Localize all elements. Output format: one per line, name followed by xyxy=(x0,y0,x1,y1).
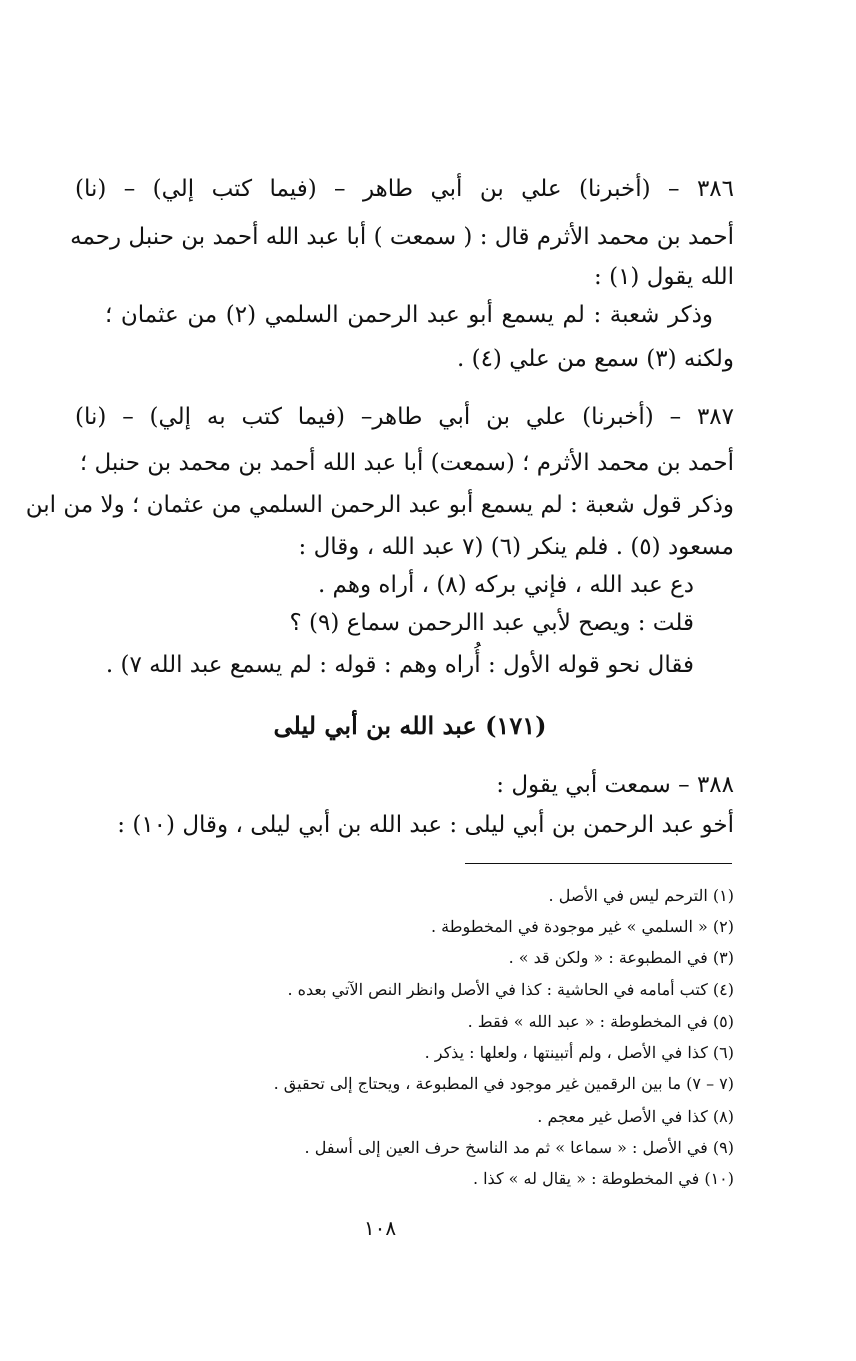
text-line: وذكر قول شعبة : لم يسمع أبو عبد الرحمن السلمي من عثمان ؛ ولا من ابن xyxy=(25,492,734,518)
text-line: ٣٨٦ – (أخبرنا) علي بن أبي طاهر – (فيما كتب إلي) – (نا) xyxy=(75,176,734,202)
footnote: (٧ – ٧) ما بين الرقمين غير موجود في المطبوعة ، ويحتاج إلى تحقيق . xyxy=(273,1074,734,1093)
footnote: (٥) في المخطوطة : « عبد الله » فقط . xyxy=(467,1012,734,1031)
section-heading: (١٧١) عبد الله بن أبي ليلى xyxy=(273,711,547,740)
text-line: ٣٨٧ – (أخبرنا) علي بن أبي طاهر– (فيما كتب به إلي) – (نا) xyxy=(75,404,734,430)
text-line: ولكنه (٣) سمع من علي (٤) . xyxy=(456,346,734,372)
text-line: أخو عبد الرحمن بن أبي ليلى : عبد الله بن أبي ليلى ، وقال (١٠) : xyxy=(117,812,734,838)
footnote: (٣) في المطبوعة : « ولكن قد » . xyxy=(508,948,734,967)
footnote: (٨) كذا في الأصل غير معجم . xyxy=(537,1107,734,1126)
page-number: ١٠٨ xyxy=(363,1216,397,1240)
text-line: ٣٨٨ – سمعت أبي يقول : xyxy=(496,772,734,798)
footnote-separator xyxy=(465,863,732,864)
footnote: (٢) « السلمي » غير موجودة في المخطوطة . xyxy=(430,917,734,936)
text-line: الله يقول (١) : xyxy=(594,264,734,290)
footnote: (١) الترحم ليس في الأصل . xyxy=(548,886,734,905)
footnote: (٦) كذا في الأصل ، ولم أتبينتها ، ولعلها : يذكر . xyxy=(424,1043,734,1062)
footnote: (١٠) في المخطوطة : « يقال له » كذا . xyxy=(472,1169,734,1188)
text-line: دع عبد الله ، فإني بركه (٨) ، أراه وهم . xyxy=(317,572,694,598)
text-line: أحمد بن محمد الأثرم قال : ( سمعت ) أبا عبد الله أحمد بن حنبل رحمه xyxy=(70,224,734,250)
text-line: مسعود (٥) . فلم ينكر (٦) (٧ عبد الله ، وقال : xyxy=(298,534,734,560)
footnote: (٩) في الأصل : « سماعا » ثم مد الناسخ حرف العين إلى أسفل . xyxy=(304,1138,734,1157)
footnote: (٤) كتب أمامه في الحاشية : كذا في الأصل وانظر النص الآتي بعده . xyxy=(287,980,734,999)
text-line: فقال نحو قوله الأول : أُراه وهم : قوله : لم يسمع عبد الله ٧) . xyxy=(105,652,694,678)
text-line: قلت : ويصح لأبي عبد االرحمن سماع (٩) ؟ xyxy=(289,610,694,636)
text-line: وذكر شعبة : لم يسمع أبو عبد الرحمن السلمي (٢) من عثمان ؛ xyxy=(105,302,713,328)
text-line: أحمد بن محمد الأثرم ؛ (سمعت) أبا عبد الله أحمد بن محمد بن حنبل ؛ xyxy=(79,450,734,476)
